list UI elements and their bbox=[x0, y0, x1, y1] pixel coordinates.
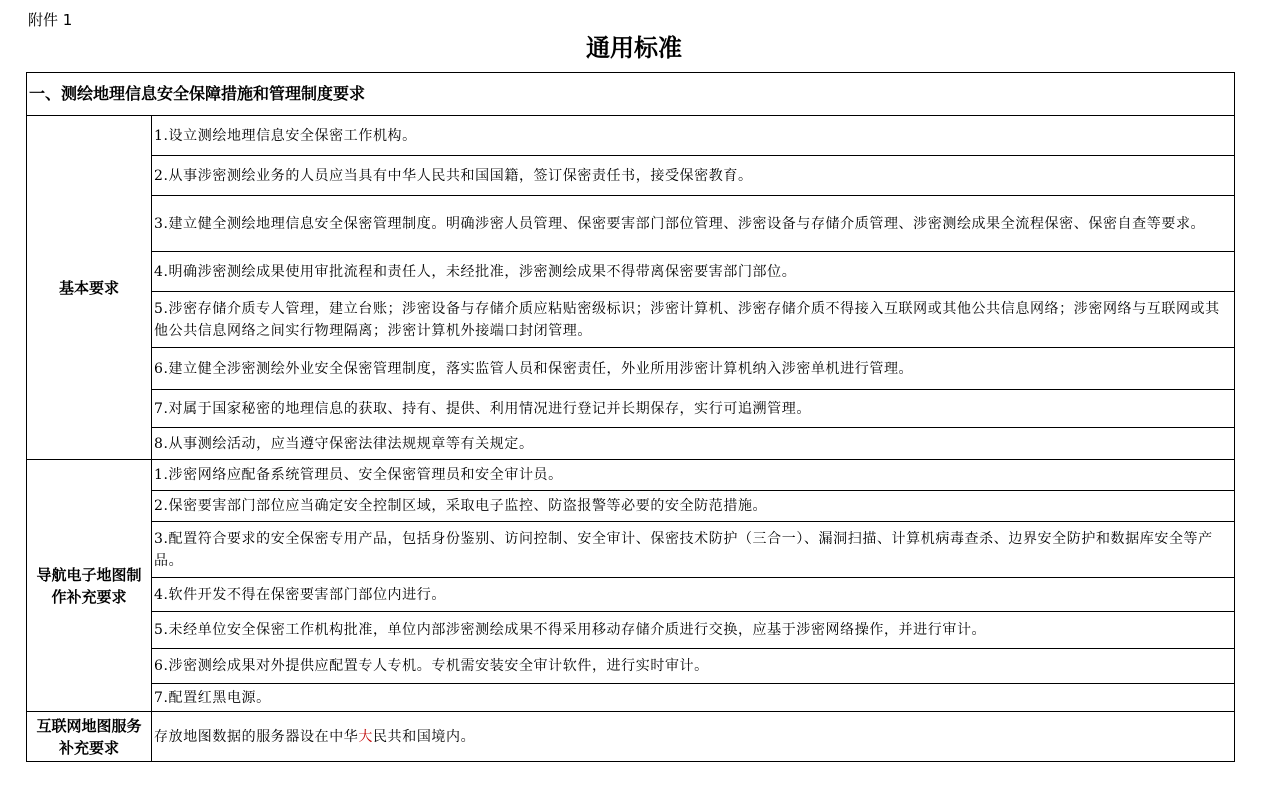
standards-table bbox=[26, 72, 1235, 762]
correction-mark: 大 bbox=[358, 728, 374, 745]
list-item: 1.设立测绘地理信息安全保密工作机构。 bbox=[152, 116, 1235, 156]
page-title: 通用标准 bbox=[586, 33, 682, 62]
section-heading: 一、测绘地理信息安全保障措施和管理制度要求 bbox=[27, 73, 1235, 116]
category-navigation-map-requirements: 导航电子地图制作补充要求 bbox=[27, 460, 152, 712]
item-text-before: 存放地图数据的服务器设在中华 bbox=[154, 728, 359, 745]
list-item: 4.明确涉密测绘成果使用审批流程和责任人，未经批准，涉密测绘成果不得带离保密要害部门部位。 bbox=[152, 252, 1235, 292]
table-row bbox=[27, 390, 1235, 428]
list-item: 3.建立健全测绘地理信息安全保密管理制度。明确涉密人员管理、保密要害部门部位管理、涉密设备与存储介质管理、涉密测绘成果全流程保密、保密自查等要求。 bbox=[152, 196, 1235, 252]
table-row bbox=[27, 684, 1235, 712]
table-row bbox=[27, 428, 1235, 460]
table-row bbox=[27, 196, 1235, 252]
table-row bbox=[27, 578, 1235, 612]
list-item: 4.软件开发不得在保密要害部门部位内进行。 bbox=[152, 578, 1235, 612]
list-item: 6.涉密测绘成果对外提供应配置专人专机。专机需安装安全审计软件，进行实时审计。 bbox=[152, 649, 1235, 684]
table-row bbox=[27, 612, 1235, 649]
item-text-after: 民共和国境内。 bbox=[373, 728, 476, 745]
list-item: 5.涉密存储介质专人管理，建立台账；涉密设备与存储介质应粘贴密级标识；涉密计算机、涉密存储介质不得接入互联网或其他公共信息网络；涉密网络与互联网或其他公共信息网络之间实行物理隔离；涉密计算机外接端口封闭管理。 bbox=[152, 292, 1235, 348]
list-item bbox=[152, 712, 1235, 762]
list-item: 8.从事测绘活动，应当遵守保密法律法规规章等有关规定。 bbox=[152, 428, 1235, 460]
table-row bbox=[27, 116, 1235, 156]
list-item: 7.对属于国家秘密的地理信息的获取、持有、提供、利用情况进行登记并长期保存，实行可追溯管理。 bbox=[152, 390, 1235, 428]
table-row bbox=[27, 460, 1235, 491]
list-item: 6.建立健全涉密测绘外业安全保密管理制度，落实监管人员和保密责任，外业所用涉密计算机纳入涉密单机进行管理。 bbox=[152, 348, 1235, 390]
category-basic-requirements: 基本要求 bbox=[27, 116, 152, 460]
list-item: 3.配置符合要求的安全保密专用产品，包括身份鉴别、访问控制、安全审计、保密技术防护（三合一）、漏洞扫描、计算机病毒查杀、边界安全防护和数据库安全等产品。 bbox=[152, 522, 1235, 578]
table-row bbox=[27, 252, 1235, 292]
table-row bbox=[27, 292, 1235, 348]
table-row bbox=[27, 712, 1235, 762]
list-item: 1.涉密网络应配备系统管理员、安全保密管理员和安全审计员。 bbox=[152, 460, 1235, 491]
section-heading-row bbox=[27, 73, 1235, 116]
table-row bbox=[27, 156, 1235, 196]
table-row bbox=[27, 491, 1235, 522]
table-row bbox=[27, 649, 1235, 684]
list-item: 2.保密要害部门部位应当确定安全控制区域，采取电子监控、防盗报警等必要的安全防范措施。 bbox=[152, 491, 1235, 522]
attachment-label: 附件 1 bbox=[28, 11, 73, 29]
table-row bbox=[27, 522, 1235, 578]
list-item: 5.未经单位安全保密工作机构批准，单位内部涉密测绘成果不得采用移动存储介质进行交换，应基于涉密网络操作，并进行审计。 bbox=[152, 612, 1235, 649]
table-row bbox=[27, 348, 1235, 390]
category-internet-map-service-requirements: 互联网地图服务补充要求 bbox=[27, 712, 152, 762]
list-item: 7.配置红黑电源。 bbox=[152, 684, 1235, 712]
list-item: 2.从事涉密测绘业务的人员应当具有中华人民共和国国籍，签订保密责任书，接受保密教育。 bbox=[152, 156, 1235, 196]
